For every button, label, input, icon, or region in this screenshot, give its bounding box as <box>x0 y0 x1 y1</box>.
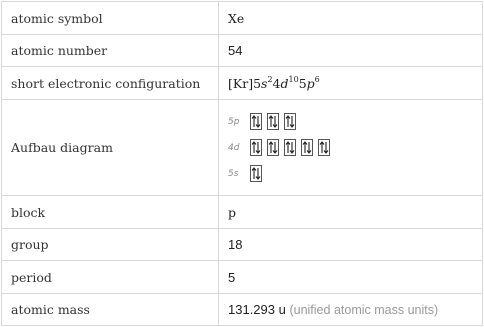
orbital-box <box>267 113 279 130</box>
electron-pair-icon <box>268 140 278 155</box>
spin-down-arrow-icon <box>256 142 260 153</box>
row-aufbau-diagram <box>2 100 483 196</box>
config-s-count: 2 <box>267 75 273 84</box>
atomic-mass-value <box>219 294 483 326</box>
spin-up-arrow-icon <box>286 142 290 153</box>
spin-down-arrow-icon <box>256 168 260 179</box>
orbital-box <box>301 139 313 156</box>
spin-up-arrow-icon <box>303 142 307 153</box>
row-group <box>2 229 483 261</box>
group-value: 18 <box>219 229 483 261</box>
atomic-mass-number: 131.293 u <box>228 302 286 317</box>
config-s-orbital: s <box>261 76 268 91</box>
orbital-box <box>250 113 262 130</box>
electron-pair-icon <box>285 114 295 129</box>
config-p-count: 6 <box>314 75 320 84</box>
electron-pair-icon <box>319 140 329 155</box>
spin-down-arrow-icon <box>290 116 294 127</box>
spin-up-arrow-icon <box>269 142 273 153</box>
spin-up-arrow-icon <box>286 116 290 127</box>
orbital-row-4d <box>228 135 473 161</box>
row-atomic-mass <box>2 294 483 326</box>
orbital-boxes-5s <box>250 165 267 182</box>
orbital-boxes-5p <box>250 113 301 130</box>
spin-down-arrow-icon <box>273 142 277 153</box>
orbital-label-5p: 5p <box>228 116 240 127</box>
electron-pair-icon <box>302 140 312 155</box>
group-label: group <box>2 229 219 261</box>
period-value: 5 <box>219 261 483 294</box>
spin-down-arrow-icon <box>307 142 311 153</box>
row-atomic-symbol <box>2 2 483 35</box>
orbital-box <box>318 139 330 156</box>
spin-up-arrow-icon <box>320 142 324 153</box>
orbital-boxes-4d <box>250 139 335 156</box>
configuration-formula <box>228 76 320 91</box>
electron-pair-icon <box>251 140 261 155</box>
atomic-mass-unit: (unified atomic mass units) <box>289 303 439 317</box>
atomic-symbol-label: atomic symbol <box>2 2 219 35</box>
row-electronic-configuration <box>2 67 483 100</box>
orbital-label-5s: 5s <box>228 168 239 179</box>
orbital-row-5s <box>228 161 473 187</box>
row-block <box>2 196 483 229</box>
orbital-box <box>267 139 279 156</box>
config-core: [Kr] <box>228 76 254 91</box>
block-value: p <box>219 196 483 229</box>
period-label: period <box>2 261 219 294</box>
config-d-orbital: d <box>280 76 289 91</box>
aufbau-diagram-label: Aufbau diagram <box>2 100 219 196</box>
orbital-box <box>250 165 262 182</box>
atomic-number-label: atomic number <box>2 35 219 67</box>
config-s-level: 5 <box>253 76 262 91</box>
orbital-box <box>284 139 296 156</box>
config-d-level: 4 <box>272 76 281 91</box>
electron-pair-icon <box>251 114 261 129</box>
spin-down-arrow-icon <box>273 116 277 127</box>
aufbau-diagram <box>219 100 483 196</box>
atomic-mass-label: atomic mass <box>2 294 219 326</box>
electron-pair-icon <box>251 166 261 181</box>
atomic-number-value: 54 <box>219 35 483 67</box>
electron-pair-icon <box>285 140 295 155</box>
spin-up-arrow-icon <box>269 116 273 127</box>
atomic-symbol-value: Xe <box>219 2 483 35</box>
spin-up-arrow-icon <box>252 168 256 179</box>
spin-down-arrow-icon <box>290 142 294 153</box>
config-p-level: 5 <box>298 76 307 91</box>
orbital-box <box>284 113 296 130</box>
orbital-box <box>250 139 262 156</box>
row-atomic-number <box>2 35 483 67</box>
block-label: block <box>2 196 219 229</box>
element-properties-table <box>1 1 483 326</box>
electron-pair-icon <box>268 114 278 129</box>
spin-down-arrow-icon <box>256 116 260 127</box>
electronic-configuration-value <box>219 67 483 100</box>
electronic-configuration-label: short electronic configuration <box>2 67 219 100</box>
orbital-label-4d: 4d <box>228 142 240 153</box>
spin-down-arrow-icon <box>324 142 328 153</box>
orbital-row-5p <box>228 109 473 135</box>
spin-up-arrow-icon <box>252 116 256 127</box>
config-d-count: 10 <box>288 75 299 84</box>
config-p-orbital: p <box>306 76 315 91</box>
row-period <box>2 261 483 294</box>
spin-up-arrow-icon <box>252 142 256 153</box>
